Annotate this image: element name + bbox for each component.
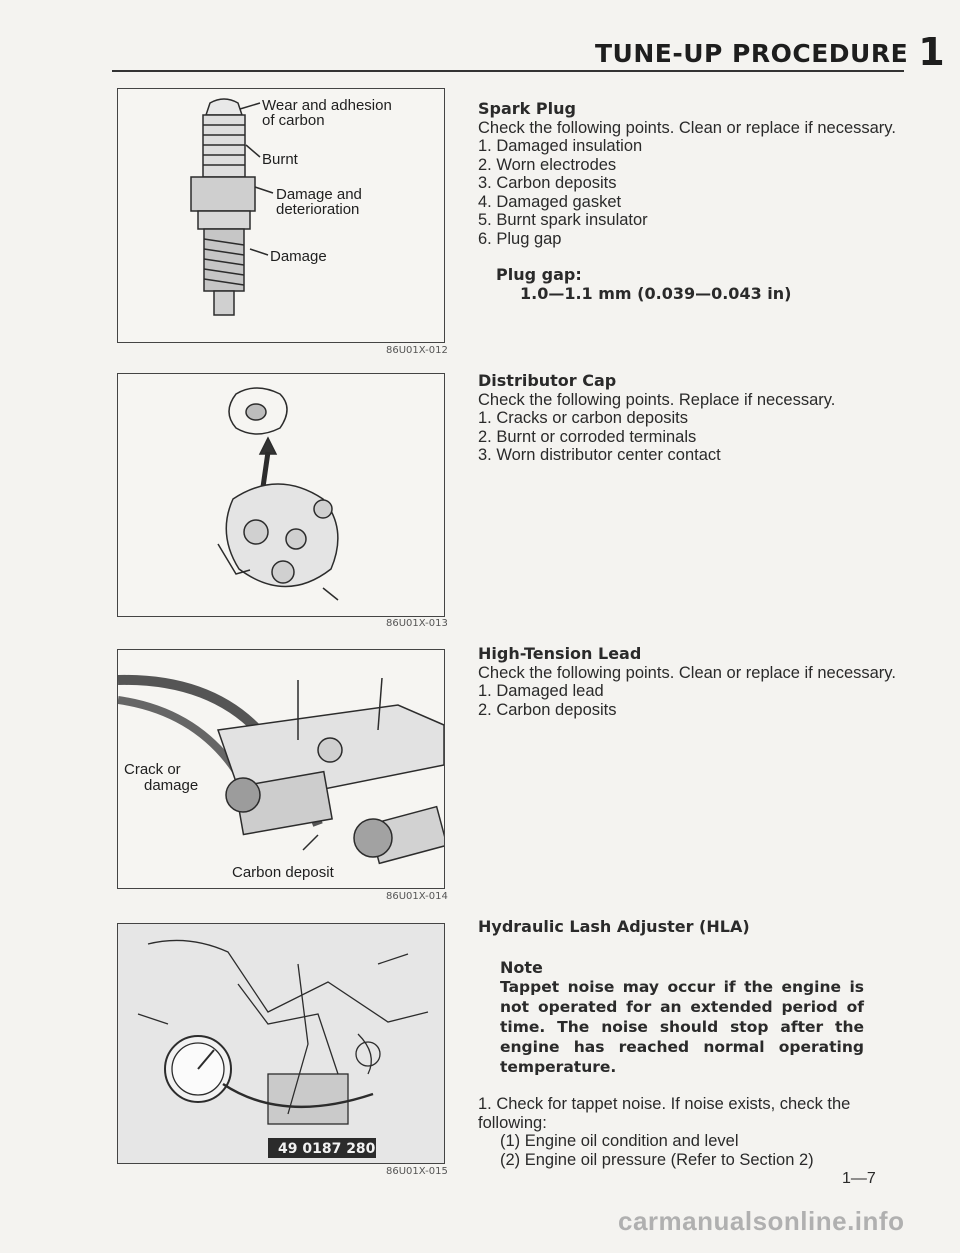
list-item: 3. Carbon deposits — [478, 174, 617, 192]
label-wear: Wear and adhesion — [262, 97, 392, 114]
label-crack-or: Crack or — [124, 761, 181, 778]
spark-plug-figure — [117, 88, 445, 343]
sub-item: (2) Engine oil pressure (Refer to Section 2) — [500, 1150, 814, 1169]
high-tension-lead-section — [478, 645, 898, 719]
distributor-cap-section — [478, 372, 898, 465]
oil-pressure-gauge-figure — [117, 923, 445, 1164]
spark-plug-section — [478, 100, 898, 303]
section-intro: Check the following points. Replace if necessary. — [478, 390, 836, 409]
spec-label: Plug gap: — [496, 265, 582, 284]
label-damage-2: damage — [144, 777, 199, 794]
tool-number: 49 0187 280 — [278, 1141, 376, 1157]
step-1 — [478, 1095, 898, 1169]
figure-code: 86U01X-015 — [386, 1166, 448, 1177]
hla-section — [478, 918, 898, 1169]
list-item: 2. Carbon deposits — [478, 700, 617, 719]
check-list — [478, 409, 898, 465]
figure-code: 86U01X-012 — [386, 345, 448, 356]
spec-value: 1.0—1.1 mm (0.039—0.043 in) — [520, 283, 792, 303]
section-title: Spark Plug — [478, 99, 576, 118]
page-header — [595, 30, 945, 74]
check-list — [478, 682, 898, 719]
list-item: 5. Burnt spark insulator — [478, 211, 648, 229]
header-title: TUNE-UP PROCEDURE — [595, 39, 909, 68]
high-tension-lead-figure — [117, 649, 445, 889]
list-item: 3. Worn distributor center contact — [478, 446, 721, 464]
page-number: 1—7 — [842, 1170, 876, 1187]
label-damage: Damage — [270, 248, 327, 265]
list-item: 2. Worn electrodes — [478, 155, 617, 174]
list-item: 1. Damaged insulation — [478, 137, 643, 155]
watermark: carmanualsonline.info — [618, 1206, 905, 1236]
list-item: 1. Damaged lead — [478, 682, 604, 700]
label-damage-and: Damage and — [276, 186, 362, 203]
step-text: 1. Check for tappet noise. If noise exists, check the following: — [478, 1095, 851, 1132]
check-list — [478, 137, 898, 248]
header-rule — [112, 70, 904, 72]
label-deterioration: deterioration — [276, 201, 360, 218]
figure-code: 86U01X-013 — [386, 618, 448, 629]
list-item: 4. Damaged gasket — [478, 192, 622, 211]
list-item: 6. Plug gap — [478, 229, 562, 248]
note-text: Tappet noise may occur if the engine is not operated for an extended period of time. The noise should stop after the engine has reached normal operating temperature. — [500, 978, 864, 1076]
note-label: Note — [500, 957, 543, 977]
section-intro: Check the following points. Clean or replace if necessary. — [478, 663, 896, 682]
sub-item: (1) Engine oil condition and level — [500, 1132, 739, 1150]
figure-code: 86U01X-014 — [386, 891, 448, 902]
distributor-cap-figure — [117, 373, 445, 617]
section-title: High-Tension Lead — [478, 644, 642, 663]
section-title: Hydraulic Lash Adjuster (HLA) — [478, 917, 750, 936]
list-item: 1. Cracks or carbon deposits — [478, 409, 689, 427]
label-of-carbon: of carbon — [262, 112, 325, 129]
section-title: Distributor Cap — [478, 371, 617, 390]
label-burnt: Burnt — [262, 151, 298, 168]
list-item: 2. Burnt or corroded terminals — [478, 427, 697, 446]
chapter-number: 1 — [918, 30, 946, 74]
section-intro: Check the following points. Clean or replace if necessary. — [478, 118, 896, 137]
label-carbon-deposit: Carbon deposit — [232, 864, 334, 881]
